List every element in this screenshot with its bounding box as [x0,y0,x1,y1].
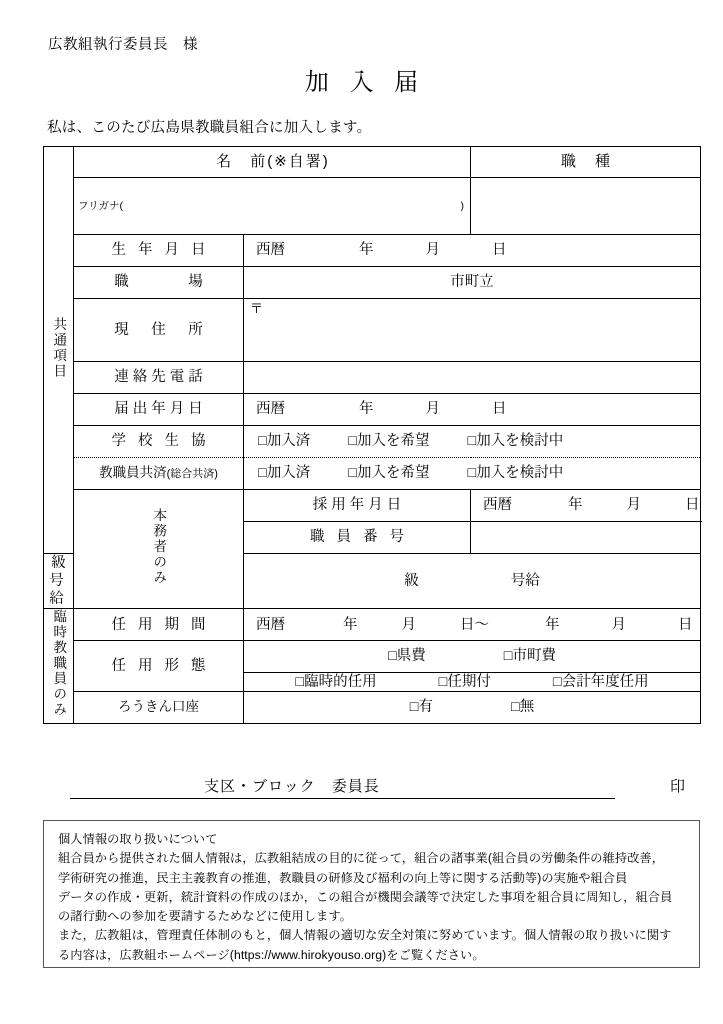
privacy-notice-line-6: る内容は，広教組ホームページ(https://www.hirokyouso.org)をご覧ください。 [58,947,485,962]
appointment-period-year-to: 年 [545,616,560,633]
table-row-rokin-account [44,691,701,723]
section-label-regular-only-text: 本務者のみ [151,508,167,586]
pay-grade-grade-unit: 級 [404,573,419,590]
table-row-mutual-aid [44,458,701,490]
rokin-account-options-cell [244,691,701,723]
appointment-funding-options [244,647,700,665]
furigana-label: フリガナ( [78,200,123,213]
filing-date-input-cell[interactable] [244,394,701,426]
postal-code-mark: 〒 [250,301,264,316]
table-row-hire-date [44,490,701,522]
signature-label: 支区・ブロック 委員長 [200,775,384,796]
row-label-birthdate: 生 年 月 日 [74,235,244,267]
school-coop-options [244,432,700,450]
privacy-notice-title: 個人情報の取り扱いについて [58,832,218,846]
row-label-mutual-aid-main: 教職員共済 [99,465,167,481]
hire-date-month-unit: 月 [626,497,641,514]
row-label-mutual-aid-sub: (総合共済) [166,468,218,481]
pay-grade-step-unit: 号給 [510,573,540,590]
checkbox-mutual-aid-considering[interactable]: □加入を検討中 [467,465,564,482]
appointment-period-month-to: 月 [611,616,626,633]
seal-mark: 印 [670,778,686,795]
appointment-period-day-to: 日 [678,616,693,633]
checkbox-rokin-no[interactable]: □無 [511,699,535,716]
birthdate-line [244,241,700,259]
table-row-phone [44,362,701,394]
row-label-filing-date: 届出年月日 [74,394,244,426]
phone-input-cell[interactable] [244,362,701,394]
birthdate-month-unit: 月 [425,242,440,259]
table-row-address [44,299,701,362]
row-label-workplace: 職 場 [74,267,244,299]
row-label-rokin-account: ろうきん口座 [74,691,244,723]
section-label-temporary-only [44,609,74,723]
hire-date-day-unit: 日 [685,497,700,514]
privacy-notice-line-5: また，広教組は，管理責任体制のもと，個人情報の適切な安全対策に努めています。個人情報の取り扱いに関す [58,928,672,943]
privacy-notice-line-1: 組合員から提供された個人情報は，広教組結成の目的に従って，組合の諸事業(組合員の労働条件の維持改善， [58,851,665,866]
hire-date-line [471,496,700,514]
furigana-close-paren: ) [460,200,464,213]
rokin-account-options [244,698,700,716]
birthdate-day-unit: 日 [492,242,507,259]
row-label-pay-grade: 級 号 給 [44,554,74,609]
furigana-label-wrap [74,198,470,213]
row-label-appointment-type: 任 用 形 態 [74,641,244,691]
appointment-funding-options-cell [244,641,701,672]
table-row-name-field [44,178,701,235]
checkbox-kind-temporary[interactable]: □臨時的任用 [295,673,377,690]
signature-area [70,775,686,805]
checkbox-kind-fixed-term[interactable]: □任期付 [438,673,491,690]
filing-date-month-unit: 月 [425,401,440,418]
birthdate-input-cell[interactable] [244,235,701,267]
appointment-period-year-from: 年 [343,616,358,633]
privacy-notice-line-4: の諸行動への参加を要請するためなどに使用します。 [58,909,352,924]
privacy-notice-box [43,820,700,968]
section-label-regular-only [74,490,244,609]
appointment-kind-options-cell [244,672,701,691]
row-label-phone: 連絡先電話 [74,362,244,394]
row-label-address: 現 住 所 [74,299,244,362]
hire-date-year-unit: 年 [568,497,583,514]
section-label-common-text: 共通項目 [51,316,67,379]
appointment-kind-options [244,673,700,691]
privacy-notice-line-2: 学術研究の推進，民主主義教育の推進，教職員の研修及び福利の向上等に関する活動等)の実施や組合員 [58,870,628,885]
address-input-cell[interactable] [244,299,701,362]
table-row-birthdate [44,235,701,267]
school-coop-options-cell [244,426,701,458]
hire-date-era: 西暦 [483,497,512,514]
declaration-statement: 私は、このたび広島県教職員組合に加入します。 [47,120,372,136]
membership-form-table [43,146,701,724]
row-label-mutual-aid [74,458,244,490]
mutual-aid-options [244,464,700,482]
table-row-workplace [44,267,701,299]
checkbox-funding-prefectural[interactable]: □県費 [387,648,426,665]
addressee-line: 広教組執行委員長 様 [48,37,198,53]
pay-grade-line [244,572,700,590]
appointment-period-line [244,616,700,634]
table-row-school-coop [44,426,701,458]
appointment-period-input-cell[interactable] [244,609,701,641]
hire-date-input-cell[interactable] [471,490,701,522]
section-label-common [44,147,74,554]
checkbox-kind-fiscal-year[interactable]: □会計年度任用 [552,673,649,690]
appointment-period-day-from: 日～ [460,616,489,633]
row-label-staff-number: 職 員 番 号 [244,522,471,554]
signature-underline[interactable] [70,798,615,799]
table-row-filing-date [44,394,701,426]
mutual-aid-options-cell [244,458,701,490]
table-row-appointment-period [44,609,701,641]
staff-number-input-cell[interactable] [471,522,701,554]
appointment-period-month-from: 月 [401,616,416,633]
row-label-school-coop: 学 校 生 協 [74,426,244,458]
workplace-input-cell[interactable] [244,267,701,299]
job-type-input-cell[interactable] [471,178,701,235]
checkbox-mutual-aid-wish[interactable]: □加入を希望 [348,465,430,482]
workplace-prefix: 市町立 [450,274,494,291]
filing-date-year-unit: 年 [359,401,374,418]
section-label-temporary-only-text: 臨時教職員のみ [51,609,67,718]
row-label-hire-date: 採用年月日 [244,490,471,522]
job-type-column-header: 職 種 [471,147,701,178]
table-row-name-header [44,147,701,178]
checkbox-school-coop-considering[interactable]: □加入を検討中 [467,433,564,450]
appointment-period-era: 西暦 [256,616,285,633]
filing-date-era: 西暦 [256,401,285,418]
checkbox-mutual-aid-joined[interactable]: □加入済 [258,465,311,482]
name-input-cell[interactable] [74,178,471,235]
checkbox-funding-municipal[interactable]: □市町費 [503,648,557,665]
privacy-notice-line-3: データの作成・更新，統計資料の作成のほか，この組合が機関会議等で決定した事項を組合員に周知し，組合員 [58,889,673,904]
checkbox-school-coop-joined[interactable]: □加入済 [258,433,311,450]
page-title: 加 入 届 [304,69,426,96]
birthdate-era: 西暦 [256,242,285,259]
checkbox-school-coop-wish[interactable]: □加入を希望 [348,433,430,450]
table-row-appointment-type-funding [44,641,701,672]
name-column-header: 名 前(※自署) [74,147,471,178]
pay-grade-input-cell[interactable] [244,554,701,609]
filing-date-day-unit: 日 [492,401,507,418]
filing-date-line [244,400,700,418]
row-label-appointment-period: 任 用 期 間 [74,609,244,641]
checkbox-rokin-yes[interactable]: □有 [409,699,433,716]
birthdate-year-unit: 年 [359,242,374,259]
